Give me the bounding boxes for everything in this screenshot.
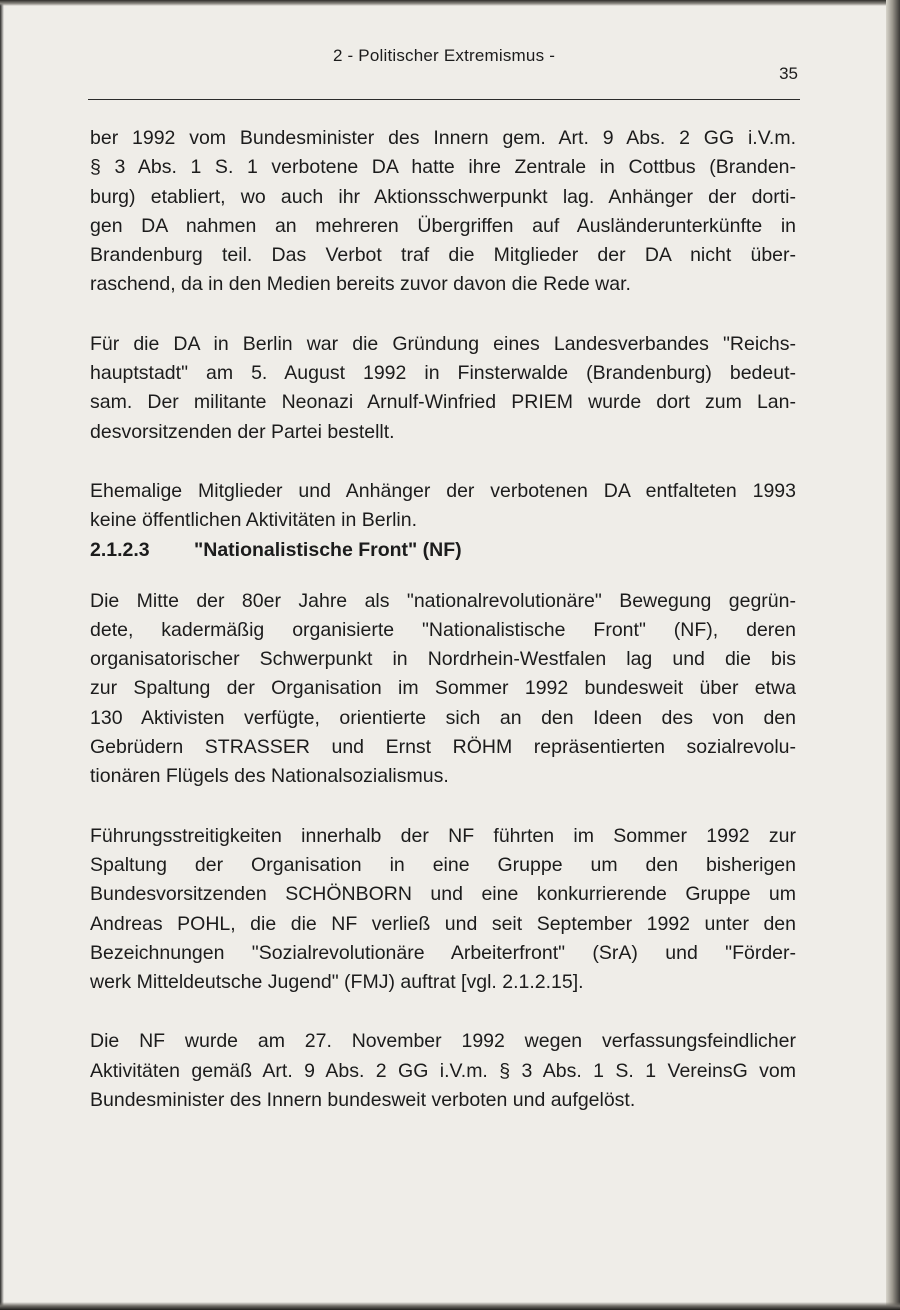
text-line: tionären Flügels des Nationalsozialismus. bbox=[90, 765, 449, 788]
text-line: gen DA nahmen an mehreren Übergriffen auf Ausländerunterkünfte in bbox=[90, 214, 796, 237]
text-line: Andreas POHL, die die NF verließ und seit September 1992 unter den bbox=[90, 912, 796, 935]
book-binding-edge bbox=[886, 0, 900, 1310]
text-line: desvorsitzenden der Partei bestellt. bbox=[90, 420, 395, 443]
paragraph bbox=[90, 477, 796, 536]
text-line: Spaltung der Organisation in eine Gruppe um den bisherigen bbox=[90, 853, 796, 876]
text-line: Ehemalige Mitglieder und Anhänger der verbotenen DA entfalteten 1993 bbox=[90, 479, 796, 502]
text-line: dete, kadermäßig organisierte "Nationalistische Front" (NF), deren bbox=[90, 618, 796, 641]
text-line: Die Mitte der 80er Jahre als "nationalrevolutionäre" Bewegung gegrün- bbox=[90, 589, 796, 612]
running-header-title: 2 - Politischer Extremismus - bbox=[332, 46, 556, 65]
text-line: keine öffentlichen Aktivitäten in Berlin. bbox=[90, 509, 418, 532]
text-line: Bundesminister des Innern bundesweit verboten und aufgelöst. bbox=[90, 1089, 636, 1112]
header-rule bbox=[88, 99, 800, 100]
document-body bbox=[90, 124, 796, 1115]
text-line: § 3 Abs. 1 S. 1 verbotene DA hatte ihre Zentrale in Cottbus (Branden- bbox=[90, 156, 796, 179]
paragraph bbox=[90, 330, 796, 447]
paragraphs-before-section bbox=[90, 124, 796, 536]
text-line: Brandenburg teil. Das Verbot traf die Mitglieder der DA nicht über- bbox=[90, 244, 796, 267]
text-line: burg) etabliert, wo auch ihr Aktionsschwerpunkt lag. Anhänger der dorti- bbox=[90, 185, 796, 208]
text-line: sam. Der militante Neonazi Arnulf-Winfried PRIEM wurde dort zum Lan- bbox=[90, 391, 796, 414]
page-left-edge bbox=[0, 0, 4, 1310]
text-line: Führungsstreitigkeiten innerhalb der NF führten im Sommer 1992 zur bbox=[90, 824, 796, 847]
page-number: 35 bbox=[779, 64, 798, 83]
text-line: Aktivitäten gemäß Art. 9 Abs. 2 GG i.V.m. § 3 Abs. 1 S. 1 VereinsG vom bbox=[90, 1059, 796, 1082]
page-bottom-edge bbox=[0, 1302, 900, 1310]
text-line: Gebrüdern STRASSER und Ernst RÖHM repräsentierten sozialrevolu- bbox=[90, 736, 796, 759]
text-line: Für die DA in Berlin war die Gründung eines Landesverbandes "Reichs- bbox=[90, 332, 796, 355]
section-heading bbox=[90, 536, 796, 565]
text-line: 130 Aktivisten verfügte, orientierte sich an den Ideen des von den bbox=[90, 706, 796, 729]
paragraph bbox=[90, 1027, 796, 1115]
section-title: "Nationalistische Front" (NF) bbox=[194, 538, 462, 561]
section-number: 2.1.2.3 bbox=[90, 538, 150, 561]
text-line: Bezeichnungen "Sozialrevolutionäre Arbeiterfront" (SrA) und "Förder- bbox=[90, 941, 796, 964]
text-line: hauptstadt" am 5. August 1992 in Finsterwalde (Brandenburg) bedeut- bbox=[90, 362, 796, 385]
text-line: ber 1992 vom Bundesminister des Innern gem. Art. 9 Abs. 2 GG i.V.m. bbox=[90, 127, 796, 149]
text-line: werk Mitteldeutsche Jugend" (FMJ) auftrat [vgl. 2.1.2.15]. bbox=[90, 971, 584, 994]
paragraph bbox=[90, 587, 796, 792]
paragraphs-after-section bbox=[90, 587, 796, 1116]
page-top-edge bbox=[0, 0, 900, 6]
paragraph bbox=[90, 822, 796, 998]
text-line: Bundesvorsitzenden SCHÖNBORN und eine konkurrierende Gruppe um bbox=[90, 883, 796, 906]
paragraph bbox=[90, 124, 796, 300]
text-line: Die NF wurde am 27. November 1992 wegen verfassungsfeindlicher bbox=[90, 1030, 796, 1053]
text-line: zur Spaltung der Organisation im Sommer 1992 bundesweit über etwa bbox=[90, 677, 796, 700]
text-line: raschend, da in den Medien bereits zuvor davon die Rede war. bbox=[90, 273, 631, 296]
text-line: organisatorischer Schwerpunkt in Nordrhein-Westfalen lag und die bis bbox=[90, 648, 796, 671]
